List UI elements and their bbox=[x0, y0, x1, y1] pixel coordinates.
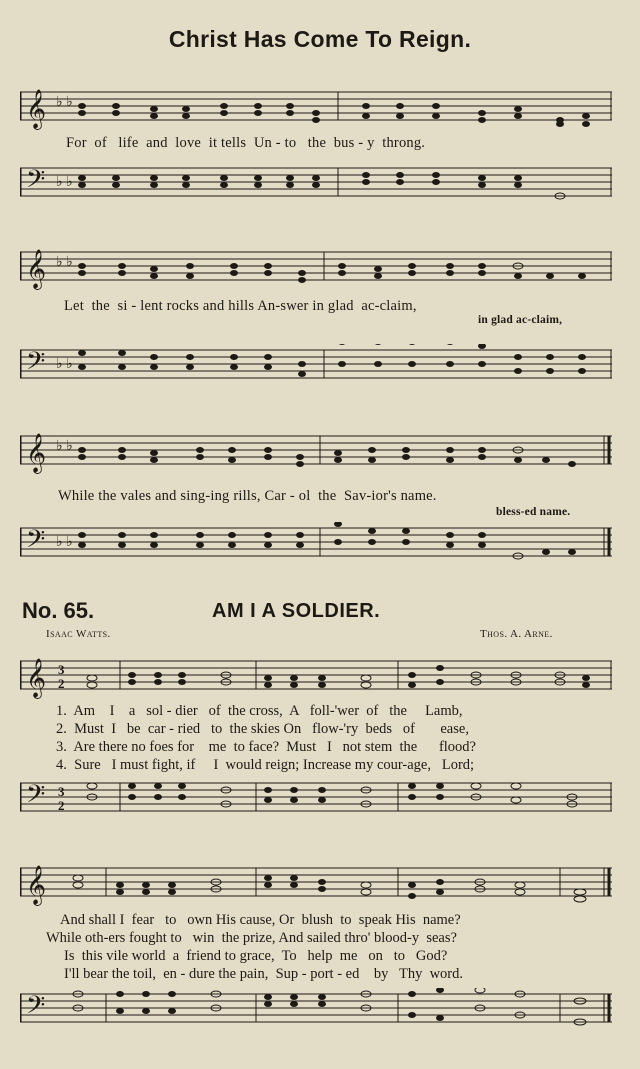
svg-text:𝄞: 𝄞 bbox=[26, 251, 47, 288]
verse-line: 3. Are there no foes for me to face? Must I not stem the flood? bbox=[56, 739, 476, 755]
svg-text:♭ ♭: ♭ ♭ bbox=[56, 535, 73, 550]
svg-text:𝄞: 𝄞 bbox=[26, 867, 47, 904]
svg-text:𝄢: 𝄢 bbox=[26, 992, 46, 1025]
verse-line: And shall I fear to own His cause, Or blush to speak His name? bbox=[60, 912, 461, 928]
bass-staff bbox=[20, 777, 612, 817]
alt-lyric-1: in glad ac-claim, bbox=[478, 314, 563, 326]
music-system-3 bbox=[20, 418, 612, 588]
svg-text:𝄢: 𝄢 bbox=[26, 166, 46, 199]
svg-text:♭ ♭: ♭ ♭ bbox=[56, 439, 73, 454]
alt-lyric-2: bless-ed name. bbox=[496, 506, 571, 518]
svg-text:𝄞: 𝄞 bbox=[26, 435, 47, 472]
verse-line: 2. Must I be car - ried to the skies On flow-'ry beds of ease, bbox=[56, 721, 469, 737]
svg-text:♭ ♭: ♭ ♭ bbox=[56, 95, 73, 110]
lyric-line-2: Let the si - lent rocks and hills An-swer in glad ac-claim, bbox=[64, 298, 417, 314]
svg-text:♭ ♭: ♭ ♭ bbox=[56, 175, 73, 190]
svg-text:2: 2 bbox=[58, 676, 65, 691]
verse-line: Is this vile world a friend to grace, To help me on to God? bbox=[64, 948, 448, 964]
bass-staff bbox=[20, 344, 612, 384]
hymn-number: No. 65. bbox=[22, 598, 95, 623]
treble-staff bbox=[20, 655, 612, 695]
svg-text:𝄞: 𝄞 bbox=[26, 660, 47, 697]
svg-text:♭ ♭: ♭ ♭ bbox=[56, 255, 73, 270]
hymn-title: Christ Has Come To Reign. bbox=[168, 26, 472, 52]
author-credit: Isaac Watts. bbox=[46, 628, 111, 640]
verse-line: 1. Am I a sol - dier of the cross, A foll-'wer of the Lamb, bbox=[56, 703, 463, 719]
svg-text:♭ ♭: ♭ ♭ bbox=[56, 357, 73, 372]
svg-text:3: 3 bbox=[58, 784, 65, 799]
bass-staff bbox=[20, 522, 612, 562]
treble-staff bbox=[20, 86, 612, 126]
svg-text:2: 2 bbox=[58, 798, 65, 813]
lyric-line-1: For of life and love it tells Un - to the bus - y throng. bbox=[66, 135, 426, 151]
music-system-5 bbox=[20, 848, 612, 1069]
composer-credit: Thos. A. Arne. bbox=[480, 628, 553, 640]
verse-line: I'll bear the toil, en - dure the pain, Sup - port - ed by Thy word. bbox=[64, 966, 463, 982]
hymn-title: AM I A SOLDIER. bbox=[212, 600, 381, 622]
treble-staff bbox=[20, 430, 612, 470]
bass-staff bbox=[20, 162, 612, 202]
treble-staff bbox=[20, 862, 612, 902]
svg-text:3: 3 bbox=[58, 662, 65, 677]
lyric-line-3: While the vales and sing-ing rills, Car - ol the Sav-ior's name. bbox=[58, 488, 437, 504]
treble-staff bbox=[20, 246, 612, 286]
verse-line: While oth-ers fought to win the prize, And sailed thro' blood-y seas? bbox=[46, 930, 457, 946]
svg-text:𝄞: 𝄞 bbox=[26, 91, 47, 128]
music-system-2 bbox=[20, 232, 612, 412]
music-system-1 bbox=[20, 62, 612, 237]
verse-line: 4. Sure I must fight, if I would reign; Increase my cour-age, Lord; bbox=[56, 757, 475, 773]
music-system-4 bbox=[20, 645, 612, 845]
svg-text:𝄢: 𝄢 bbox=[26, 348, 46, 381]
bass-staff bbox=[20, 988, 612, 1028]
svg-text:𝄢: 𝄢 bbox=[26, 781, 46, 814]
svg-text:𝄢: 𝄢 bbox=[26, 526, 46, 559]
